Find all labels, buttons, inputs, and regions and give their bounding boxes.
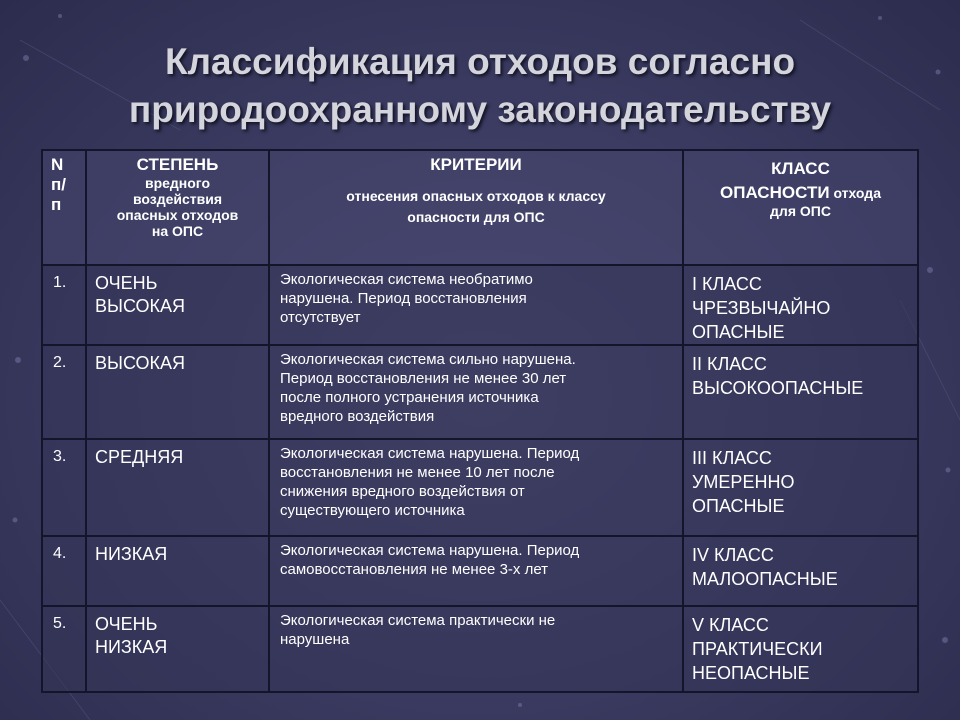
- hazard-level: НИЗКАЯ: [86, 536, 269, 606]
- hazard-class: IV КЛАСС МАЛООПАСНЫЕ: [683, 536, 918, 606]
- row-number: 4.: [42, 536, 86, 606]
- row-number: 1.: [42, 265, 86, 345]
- row-number: 2.: [42, 345, 86, 439]
- hazard-class: III КЛАСС УМЕРЕННО ОПАСНЫЕ: [683, 439, 918, 536]
- table-row: [42, 606, 918, 692]
- waste-classification-table: [41, 149, 919, 693]
- table-row: [42, 345, 918, 439]
- criteria-text: Экологическая система сильно нарушена. Период восстановления не менее 30 лет после полного устранения источника вредного воздействия: [269, 345, 683, 439]
- title-line-2: природоохранному законодательству: [128, 89, 832, 130]
- header-criteria: КРИТЕРИИ отнесения опасных отходов к классу опасности для ОПС: [269, 150, 683, 265]
- criteria-text: Экологическая система необратимо нарушена. Период восстановления отсутствует: [269, 265, 683, 345]
- page-title: [0, 38, 960, 134]
- hazard-level: СРЕДНЯЯ: [86, 439, 269, 536]
- header-num: N п/ п: [42, 150, 86, 265]
- hazard-class: V КЛАСС ПРАКТИЧЕСКИ НЕОПАСНЫЕ: [683, 606, 918, 692]
- row-number: 3.: [42, 439, 86, 536]
- criteria-text: Экологическая система нарушена. Период восстановления не менее 10 лет после снижения вредного воздействия от существующего источника: [269, 439, 683, 536]
- hazard-level: ОЧЕНЬ ВЫСОКАЯ: [86, 265, 269, 345]
- hazard-class: I КЛАСС ЧРЕЗВЫЧАЙНО ОПАСНЫЕ: [683, 265, 918, 345]
- header-row: [42, 150, 918, 265]
- header-class: КЛАСС ОПАСНОСТИ отхода для ОПС: [683, 150, 918, 265]
- table-row: [42, 265, 918, 345]
- hazard-level: ВЫСОКАЯ: [86, 345, 269, 439]
- header-level: СТЕПЕНЬ вредного воздействия опасных отходов на ОПС: [86, 150, 269, 265]
- criteria-text: Экологическая система практически не нарушена: [269, 606, 683, 692]
- table-row: [42, 439, 918, 536]
- table-row: [42, 536, 918, 606]
- row-number: 5.: [42, 606, 86, 692]
- hazard-level: ОЧЕНЬ НИЗКАЯ: [86, 606, 269, 692]
- hazard-class: II КЛАСС ВЫСОКООПАСНЫЕ: [683, 345, 918, 439]
- title-line-1: Классификация отходов согласно: [164, 41, 796, 82]
- criteria-text: Экологическая система нарушена. Период самовосстановления не менее 3-х лет: [269, 536, 683, 606]
